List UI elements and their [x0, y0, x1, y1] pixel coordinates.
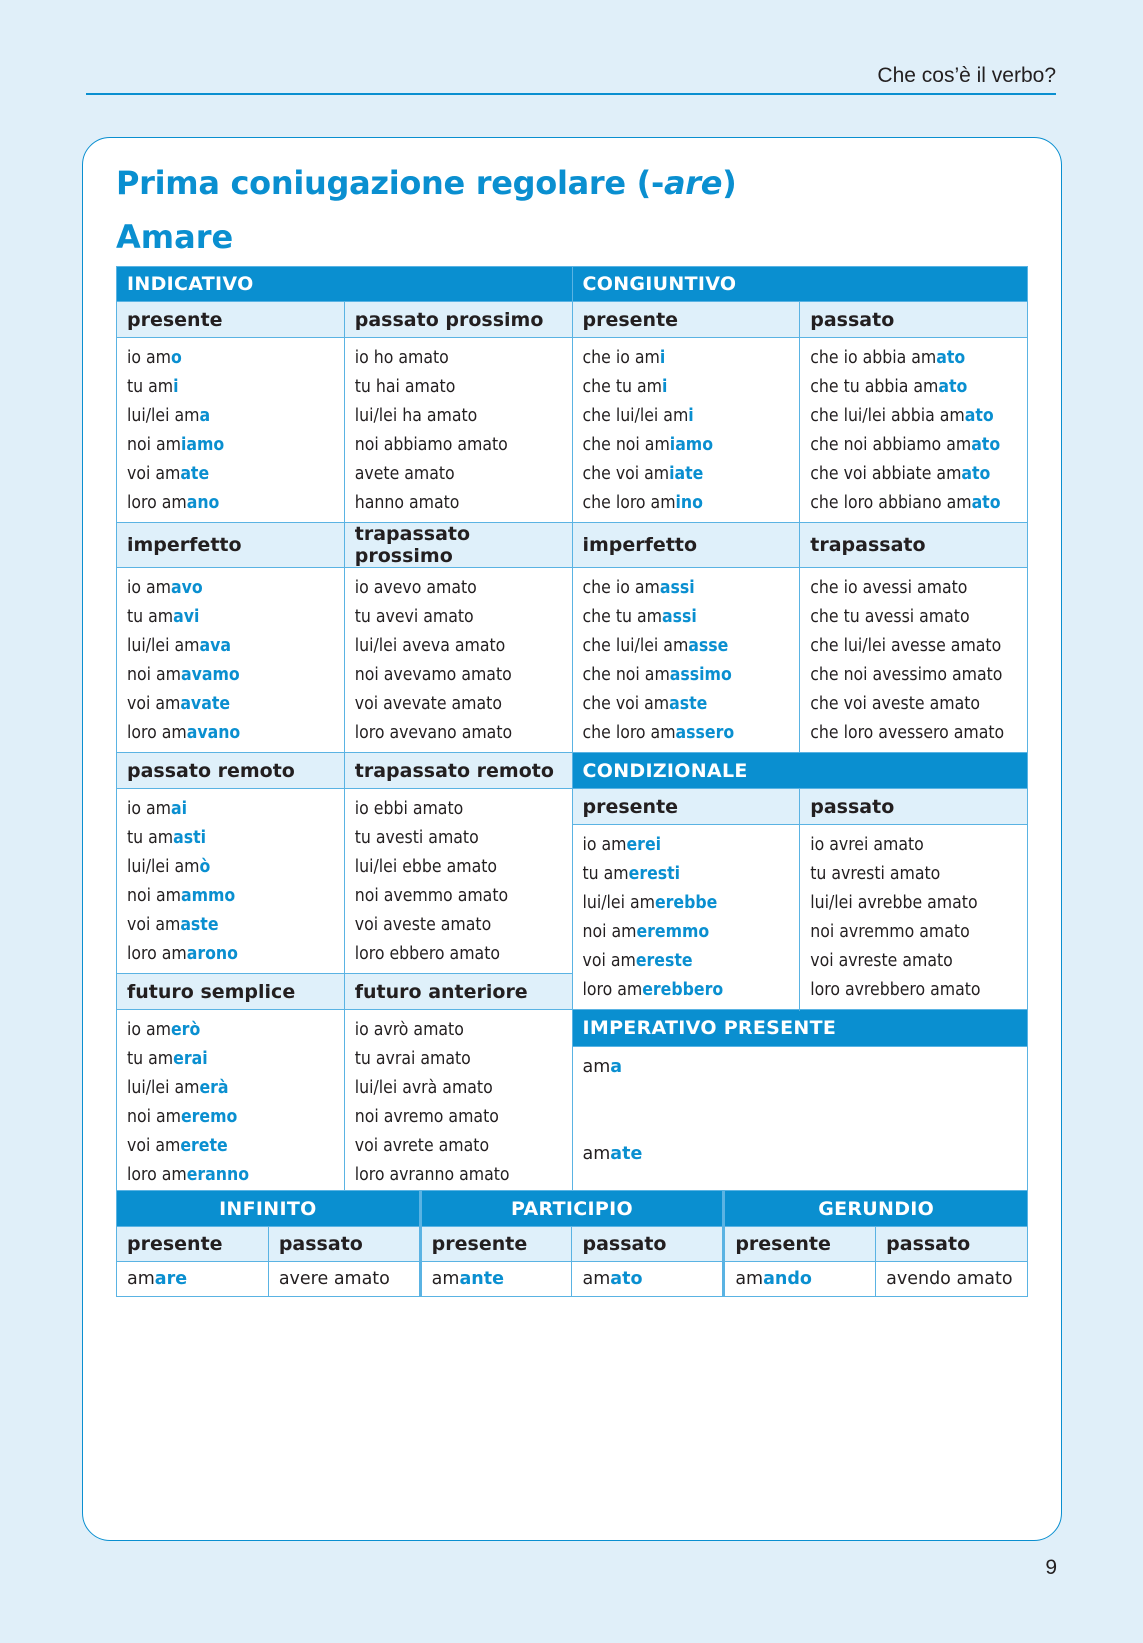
verb-stem: voi am: [582, 951, 636, 971]
verb-stem: io ebbi amato: [354, 799, 464, 819]
tense-forms: [344, 1010, 572, 1195]
verb-stem: io avevo amato: [354, 578, 477, 598]
tense-label: passato: [876, 1227, 1028, 1262]
verb-stem: lui/lei am: [127, 636, 200, 656]
verb-stem: noi avremo amato: [354, 1107, 499, 1127]
verb-form: [127, 940, 334, 969]
verb-stem: loro am: [582, 980, 643, 1000]
verb-stem: io am: [582, 835, 627, 855]
verb-form: [583, 1053, 1018, 1082]
verb-stem: loro am: [127, 493, 187, 513]
verb-stem: avere amato: [278, 1269, 390, 1289]
verb-ending: ato: [938, 377, 968, 397]
verb-form: [127, 882, 334, 911]
verb-ending: i: [173, 377, 179, 397]
verb-stem: noi avevamo amato: [354, 665, 512, 685]
nonfinite-table: [116, 1190, 1028, 1297]
verb-stem: io am: [127, 1020, 171, 1040]
verb-stem: io ho amato: [354, 348, 449, 368]
verb-form: [355, 402, 562, 431]
verb-form: [355, 795, 562, 824]
tense-label: passato: [800, 302, 1028, 338]
verb-form: [810, 402, 1017, 431]
verb-form: [583, 1111, 1018, 1140]
verb-form: [127, 344, 334, 373]
verb-form: [583, 489, 790, 518]
verb-ending: erebbe: [654, 893, 718, 913]
verb-ending: asse: [688, 636, 729, 656]
tense-label: futuro anteriore: [344, 974, 572, 1010]
verb-form: [583, 373, 790, 402]
title-text: Prima coniugazione regolare (-: [116, 164, 664, 202]
infinito-header: INFINITO: [117, 1191, 421, 1227]
verb-ending: ò: [199, 857, 211, 877]
verb-ending: ava: [199, 636, 231, 656]
verb-stem: hanno amato: [354, 493, 460, 513]
verb-ending: asti: [173, 828, 207, 848]
verb-form: [810, 719, 1017, 748]
verb-ending: erai: [173, 1049, 208, 1069]
tense-forms: [344, 338, 572, 523]
participio-header: PARTICIPIO: [420, 1191, 724, 1227]
verb-stem: avendo amato: [886, 1269, 1013, 1289]
verb-form: [127, 690, 334, 719]
verb-form: [355, 719, 562, 748]
verb-stem: che voi abbiate am: [810, 464, 962, 484]
verb-form: [127, 1132, 334, 1161]
verb-stem: loro avranno amato: [354, 1165, 510, 1185]
tense-label: passato: [800, 789, 1028, 825]
verb-form: [355, 344, 562, 373]
verb-stem: che io am: [582, 578, 660, 598]
verb-form: [583, 431, 790, 460]
verb-stem: tu am: [582, 864, 629, 884]
verb-ending: i: [688, 406, 694, 426]
verb-ending: avano: [186, 723, 241, 743]
tense-forms: [344, 789, 572, 974]
verb-form: [127, 824, 334, 853]
verb-ending: eremmo: [636, 922, 710, 942]
verb-form: [127, 574, 334, 603]
verb-stem: che tu avessi amato: [810, 607, 970, 627]
verb-stem: lui/lei ha amato: [354, 406, 478, 426]
verb-form: [583, 603, 790, 632]
verb-form: [279, 1269, 409, 1289]
verb-stem: noi avremmo amato: [810, 922, 970, 942]
verb-form: [583, 1140, 1018, 1169]
verb-ending: eresti: [628, 864, 681, 884]
verb-ending: iamo: [669, 435, 714, 455]
tense-forms: [344, 568, 572, 753]
infinito-presente: [117, 1262, 269, 1297]
verb-stem: loro avevano amato: [354, 723, 513, 743]
verb-stem: che io am: [582, 348, 660, 368]
verb-stem: noi am: [127, 886, 181, 906]
verb-stem: avete amato: [354, 464, 455, 484]
verb-stem: che voi am: [582, 694, 670, 714]
verb-form: [355, 574, 562, 603]
verb-stem: che lui/lei am: [582, 406, 689, 426]
verb-form: [810, 460, 1017, 489]
verb-form: [127, 632, 334, 661]
verb-stem: che io abbia am: [810, 348, 937, 368]
verb-form: [127, 431, 334, 460]
tense-label: presente: [724, 1227, 876, 1262]
verb-ending: a: [610, 1057, 623, 1078]
verb-stem: che loro am: [582, 723, 676, 743]
verb-form: [810, 976, 1017, 1005]
verb-stem: che noi am: [582, 435, 670, 455]
verb-stem: tu avesti amato: [354, 828, 479, 848]
verb-stem: che loro am: [582, 493, 676, 513]
verb-form: [355, 824, 562, 853]
tense-label: imperfetto: [572, 523, 800, 568]
verb-ending: assi: [661, 607, 697, 627]
verb-form: [127, 1045, 334, 1074]
tense-forms: [117, 1010, 345, 1195]
verb-form: [127, 1016, 334, 1045]
verb-ending: are: [154, 1269, 188, 1289]
verb-stem: io am: [127, 799, 171, 819]
verb-form: [810, 947, 1017, 976]
title-ending: are: [663, 164, 723, 202]
verb-ending: o: [171, 348, 182, 368]
verb-ending: eremo: [180, 1107, 238, 1127]
verb-form: [355, 431, 562, 460]
verb-stem: loro am: [127, 723, 187, 743]
verb-form: [583, 344, 790, 373]
verb-form: [583, 661, 790, 690]
verb-form: [583, 831, 790, 860]
verb-form: [127, 1161, 334, 1190]
verb-ending: erete: [180, 1136, 228, 1156]
verb-form: [810, 489, 1017, 518]
verb-form: [355, 940, 562, 969]
tense-forms: [117, 568, 345, 753]
tense-forms: [572, 1047, 1028, 1195]
tense-label: trapassato prossimo: [344, 523, 572, 568]
verb-form: [127, 853, 334, 882]
verb-form: [810, 860, 1017, 889]
page-title: [116, 164, 736, 202]
verb-stem: che voi am: [582, 464, 670, 484]
verb-stem: am: [127, 1269, 155, 1289]
verb-stem: lui/lei aveva amato: [354, 636, 506, 656]
verb-form: [810, 574, 1017, 603]
verb-stem: tu am: [127, 377, 174, 397]
tense-label: presente: [117, 302, 345, 338]
verb-stem: lui/lei avrebbe amato: [810, 893, 978, 913]
verb-stem: am: [431, 1269, 460, 1289]
verb-form: [127, 489, 334, 518]
tense-label: presente: [572, 302, 800, 338]
verb-stem: lui/lei avrà amato: [354, 1078, 493, 1098]
tense-forms: [117, 338, 345, 523]
verb-form: [355, 853, 562, 882]
gerundio-passato: [876, 1262, 1028, 1297]
verb-stem: voi avreste amato: [810, 951, 953, 971]
verb-form: [810, 603, 1017, 632]
verb-stem: loro am: [127, 1165, 187, 1185]
verb-stem: tu am: [127, 828, 174, 848]
verb-form: [735, 1269, 865, 1289]
verb-stem: lui/lei am: [127, 857, 200, 877]
tense-label: passato prossimo: [344, 302, 572, 338]
verb-form: [583, 976, 790, 1005]
verb-form: [583, 460, 790, 489]
verb-ending: erà: [199, 1078, 229, 1098]
running-head: Che cos’è il verbo?: [877, 64, 1056, 87]
verb-ending: erebbero: [642, 980, 724, 1000]
tense-label: passato remoto: [117, 753, 345, 789]
verb-form: [810, 690, 1017, 719]
verb-ending: avo: [171, 578, 203, 598]
verb-stem: che noi abbiamo am: [810, 435, 972, 455]
verb-form: [127, 603, 334, 632]
verb-stem: che tu am: [582, 607, 662, 627]
verb-ending: i: [659, 348, 666, 368]
verb-stem: che lui/lei abbia am: [810, 406, 965, 426]
participio-presente: [420, 1262, 572, 1297]
conjugation-table: [116, 266, 1028, 1195]
verb-stem: voi am: [127, 915, 181, 935]
verb-form: [127, 1103, 334, 1132]
section-indicativo: INDICATIVO: [117, 267, 573, 302]
verb-form: [127, 795, 334, 824]
verb-ending: ereste: [635, 951, 693, 971]
verb-ending: ammo: [180, 886, 236, 906]
verb-stem: lui/lei am: [582, 893, 655, 913]
tense-forms: [572, 825, 800, 1010]
verb-stem: lui/lei ebbe amato: [354, 857, 498, 877]
tense-label: presente: [117, 1227, 269, 1262]
title-close: ): [722, 164, 737, 202]
tense-label: presente: [572, 789, 800, 825]
verb-stem: voi aveste amato: [354, 915, 492, 935]
verb-ending: ato: [971, 493, 1001, 513]
verb-form: [127, 719, 334, 748]
verb-ending: ato: [610, 1269, 643, 1289]
verb-form: [583, 632, 790, 661]
verb-form: [583, 402, 790, 431]
verb-stem: am: [582, 1057, 611, 1078]
verb-form: [355, 882, 562, 911]
verb-form: [355, 690, 562, 719]
tense-label: trapassato remoto: [344, 753, 572, 789]
verb-ending: erò: [171, 1020, 201, 1040]
verb-form: [127, 373, 334, 402]
verb-ending: iate: [669, 464, 704, 484]
verb-form: [127, 460, 334, 489]
tense-label: trapassato: [800, 523, 1028, 568]
verb-form: [355, 489, 562, 518]
verb-stem: loro am: [127, 944, 187, 964]
verb-stem: tu am: [127, 607, 174, 627]
verb-ending: avamo: [180, 665, 240, 685]
verb-ending: ante: [459, 1269, 504, 1289]
verb-stem: tu avrai amato: [354, 1049, 471, 1069]
verb-form: [355, 1045, 562, 1074]
verb-form: [355, 373, 562, 402]
verb-stem: voi am: [127, 464, 181, 484]
verb-stem: che loro avessero amato: [810, 723, 1005, 743]
verb-form: [127, 911, 334, 940]
verb-stem: am: [582, 1144, 611, 1165]
tense-label: passato: [268, 1227, 420, 1262]
verb-form: [810, 344, 1017, 373]
verb-stem: noi am: [127, 1107, 181, 1127]
verb-ending: i: [661, 377, 668, 397]
verb-form: [583, 719, 790, 748]
verb-form: [810, 373, 1017, 402]
verb-ending: assero: [675, 723, 735, 743]
verb-ending: ato: [971, 435, 1001, 455]
verb-form: [810, 831, 1017, 860]
section-condizionale: CONDIZIONALE: [572, 753, 1028, 789]
verb-form: [355, 1103, 562, 1132]
verb-stem: voi avevate amato: [354, 694, 502, 714]
verb-ending: ai: [171, 799, 188, 819]
verb-stem: loro avrebbero amato: [810, 980, 981, 1000]
verb-heading: Amare: [116, 218, 234, 256]
tense-forms: [572, 568, 800, 753]
tense-forms: [800, 338, 1028, 523]
verb-form: [355, 1161, 562, 1190]
infinito-passato: [268, 1262, 420, 1297]
verb-stem: am: [582, 1269, 611, 1289]
tense-forms: [117, 789, 345, 974]
verb-form: [886, 1269, 1017, 1289]
verb-ending: ano: [186, 493, 220, 513]
verb-stem: io am: [127, 578, 171, 598]
verb-form: [355, 661, 562, 690]
tense-label: futuro semplice: [117, 974, 345, 1010]
verb-ending: aste: [180, 915, 219, 935]
verb-stem: io avrò amato: [354, 1020, 464, 1040]
verb-stem: noi avemmo amato: [354, 886, 509, 906]
verb-form: [583, 860, 790, 889]
verb-ending: assi: [659, 578, 695, 598]
verb-stem: tu am: [127, 1049, 174, 1069]
verb-ending: ate: [180, 464, 210, 484]
verb-stem: io avrei amato: [810, 835, 924, 855]
verb-form: [355, 1016, 562, 1045]
verb-form: [355, 1074, 562, 1103]
verb-stem: che noi am: [582, 665, 670, 685]
verb-ending: aste: [669, 694, 708, 714]
verb-stem: che voi aveste amato: [810, 694, 981, 714]
verb-stem: voi avrete amato: [354, 1136, 490, 1156]
verb-stem: che loro abbiano am: [810, 493, 972, 513]
verb-form: [810, 431, 1017, 460]
verb-stem: che tu am: [582, 377, 662, 397]
verb-stem: lui/lei am: [127, 1078, 200, 1098]
tense-label: imperfetto: [117, 523, 345, 568]
verb-form: [583, 918, 790, 947]
verb-ending: ato: [961, 464, 991, 484]
verb-stem: tu avresti amato: [810, 864, 941, 884]
verb-ending: ato: [964, 406, 994, 426]
verb-ending: ino: [675, 493, 703, 513]
verb-form: [583, 1082, 1018, 1111]
verb-stem: lui/lei am: [127, 406, 200, 426]
verb-stem: che noi avessimo amato: [810, 665, 1003, 685]
verb-form: [355, 1132, 562, 1161]
verb-ending: erei: [626, 835, 662, 855]
verb-stem: loro ebbero amato: [354, 944, 500, 964]
verb-stem: io am: [127, 348, 171, 368]
verb-form: [582, 1269, 712, 1289]
verb-form: [355, 460, 562, 489]
header-rule: [86, 93, 1056, 95]
verb-form: [432, 1269, 562, 1289]
verb-stem: tu avevi amato: [354, 607, 474, 627]
verb-form: [127, 402, 334, 431]
verb-stem: noi am: [127, 665, 181, 685]
verb-stem: che io avessi amato: [810, 578, 968, 598]
verb-form: [355, 632, 562, 661]
verb-ending: ate: [610, 1144, 643, 1165]
verb-form: [810, 889, 1017, 918]
verb-stem: che lui/lei avesse amato: [810, 636, 1002, 656]
verb-ending: assimo: [669, 665, 732, 685]
verb-form: [583, 574, 790, 603]
tense-label: presente: [420, 1227, 572, 1262]
tense-forms: [800, 568, 1028, 753]
verb-form: [355, 603, 562, 632]
verb-stem: tu hai amato: [354, 377, 456, 397]
verb-form: [810, 918, 1017, 947]
participio-passato: [572, 1262, 724, 1297]
verb-form: [583, 889, 790, 918]
verb-stem: che lui/lei am: [582, 636, 689, 656]
verb-stem: che tu abbia am: [810, 377, 939, 397]
verb-stem: voi am: [127, 694, 181, 714]
verb-ending: iamo: [180, 435, 225, 455]
verb-ending: arono: [186, 944, 238, 964]
verb-stem: noi am: [582, 922, 637, 942]
verb-ending: eranno: [186, 1165, 250, 1185]
verb-form: [355, 911, 562, 940]
verb-stem: am: [735, 1269, 764, 1289]
section-congiuntivo: CONGIUNTIVO: [572, 267, 1028, 302]
tense-forms: [800, 825, 1028, 1010]
verb-form: [810, 661, 1017, 690]
verb-ending: avi: [173, 607, 200, 627]
verb-stem: noi am: [127, 435, 181, 455]
verb-ending: ato: [936, 348, 966, 368]
section-imperativo: IMPERATIVO PRESENTE: [572, 1010, 1028, 1047]
verb-stem: voi am: [127, 1136, 181, 1156]
verb-ending: avate: [180, 694, 231, 714]
verb-form: [127, 1269, 258, 1289]
gerundio-presente: [724, 1262, 876, 1297]
verb-form: [583, 690, 790, 719]
gerundio-header: GERUNDIO: [724, 1191, 1028, 1227]
verb-stem: noi abbiamo amato: [354, 435, 508, 455]
verb-ending: ando: [763, 1269, 812, 1289]
verb-ending: a: [199, 406, 211, 426]
verb-form: [810, 632, 1017, 661]
tense-label: passato: [572, 1227, 724, 1262]
page-number: 9: [1045, 1556, 1057, 1579]
verb-form: [583, 947, 790, 976]
verb-form: [127, 661, 334, 690]
tense-forms: [572, 338, 800, 523]
verb-form: [127, 1074, 334, 1103]
